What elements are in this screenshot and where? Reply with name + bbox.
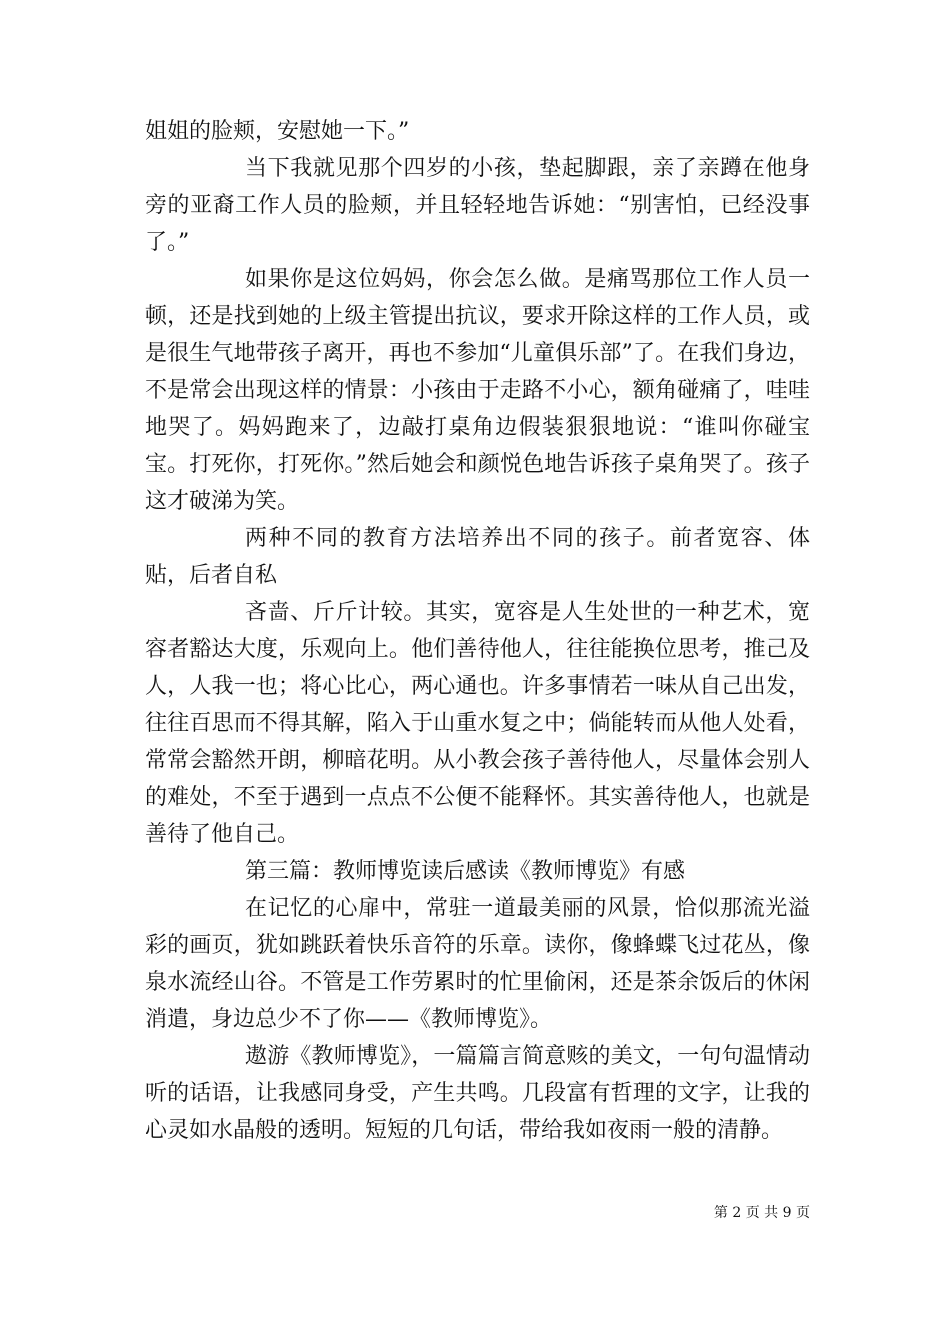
paragraph-2: 当下我就见那个四岁的小孩，垫起脚跟，亲了亲蹲在他身旁的亚裔工作人员的脸颊，并且轻轻地告诉她：“别害怕，已经没事了。”	[145, 156, 810, 255]
paragraph-7: 遨游《教师博览》，一篇篇言简意赅的美文，一句句温情动听的话语，让我感同身受，产生共鸣。几段富有哲理的文字，让我的心灵如水晶般的透明。短短的几句话，带给我如夜雨一般的清静。	[145, 1044, 810, 1143]
document-body	[145, 113, 810, 1149]
paragraph-1: 姐姐的脸颊，安慰她一下。”	[145, 119, 410, 144]
paragraph-6: 在记忆的心扉中，常驻一道最美丽的风景，恰似那流光溢彩的画页，犹如跳跃着快乐音符的乐章。读你，像蜂蝶飞过花丛，像泉水流经山谷。不管是工作劳累时的忙里偷闲，还是茶余饭后的休闲消遣，身边总少不了你——《教师博览》。	[145, 896, 810, 1032]
paragraph-5: 吝啬、斤斤计较。其实，宽容是人生处世的一种艺术，宽容者豁达大度，乐观向上。他们善待他人，往往能换位思考，推己及人，人我一也；将心比心，两心通也。许多事情若一味从自己出发，往往百思而不得其解，陷入于山重水复之中；倘能转而从他人处看，常常会豁然开朗，柳暗花明。从小教会孩子善待他人，尽量体会别人的难处，不至于遇到一点点不公便不能释怀。其实善待他人，也就是善待了他自己。	[145, 600, 810, 847]
page-number-footer: 第 2 页 共 9 页	[713, 1205, 810, 1221]
paragraph-3: 如果你是这位妈妈，你会怎么做。是痛骂那位工作人员一顿，还是找到她的上级主管提出抗议，要求开除这样的工作人员，或是很生气地带孩子离开，再也不参加“儿童俱乐部”了。在我们身边，不是常会出现这样的情景：小孩由于走路不小心，额角碰痛了，哇哇地哭了。妈妈跑来了，边敲打桌角边假装狠狠地说：“谁叫你碰宝宝。打死你，打死你。”然后她会和颜悦色地告诉孩子桌角哭了。孩子这才破涕为笑。	[145, 267, 810, 514]
section-heading: 第三篇：教师博览读后感读《教师博览》有感	[245, 859, 686, 884]
paragraph-4: 两种不同的教育方法培养出不同的孩子。前者宽容、体贴，后者自私	[145, 526, 810, 588]
